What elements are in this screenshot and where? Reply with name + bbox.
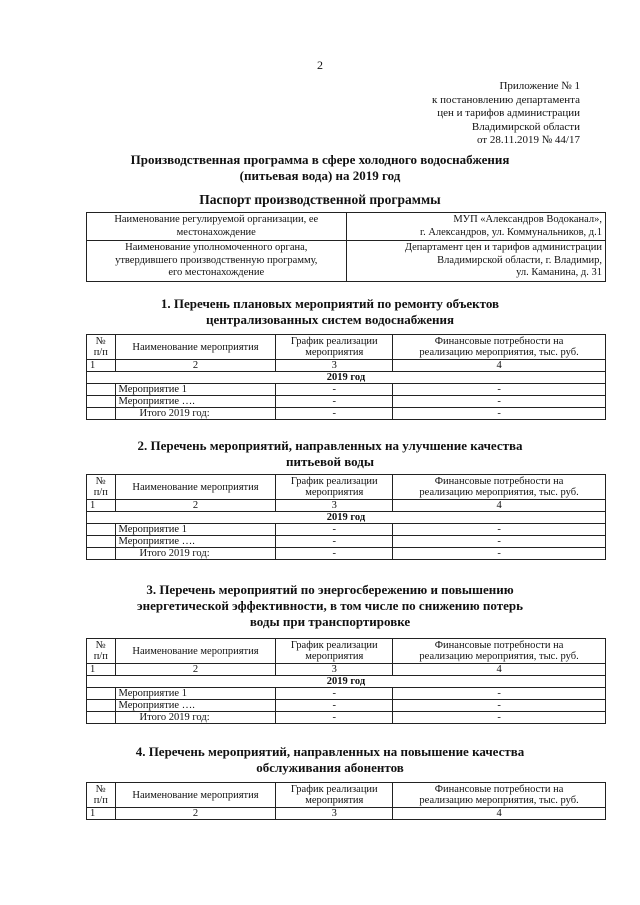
column-number: 3 bbox=[276, 664, 393, 676]
total-schedule: - bbox=[276, 408, 393, 420]
text-line: реализацию мероприятия, тыс. руб. bbox=[419, 487, 579, 498]
measure-finance: - bbox=[393, 524, 606, 536]
title-line: 1. Перечень плановых мероприятий по ремонту объектов bbox=[160, 296, 500, 311]
column-number-row bbox=[87, 360, 606, 372]
passport-heading: Паспорт производственной программы bbox=[199, 192, 441, 207]
text-line: мероприятия bbox=[305, 651, 364, 662]
column-header-schedule bbox=[276, 639, 393, 664]
section-1-table bbox=[86, 334, 606, 420]
row-number bbox=[87, 688, 116, 700]
total-label: Итого 2019 год: bbox=[115, 712, 276, 724]
measure-schedule: - bbox=[276, 396, 393, 408]
total-finance: - bbox=[393, 408, 606, 420]
year-row bbox=[87, 676, 606, 688]
column-header-schedule bbox=[276, 475, 393, 500]
column-number: 2 bbox=[115, 808, 276, 820]
measure-name: Мероприятие …. bbox=[115, 396, 276, 408]
table-row bbox=[87, 384, 606, 396]
column-number: 1 bbox=[87, 808, 116, 820]
table-row bbox=[87, 688, 606, 700]
row-number bbox=[87, 408, 116, 420]
measure-schedule: - bbox=[276, 688, 393, 700]
appendix-note bbox=[380, 80, 580, 148]
text-line: местонахождение bbox=[176, 226, 256, 238]
table-row bbox=[87, 396, 606, 408]
column-header-schedule bbox=[276, 783, 393, 808]
section-2-table bbox=[86, 474, 606, 560]
column-header-finance bbox=[393, 639, 606, 664]
appendix-line: Владимирской области bbox=[471, 120, 580, 133]
measure-finance: - bbox=[393, 396, 606, 408]
column-number: 2 bbox=[115, 360, 276, 372]
passport-table bbox=[86, 212, 606, 282]
text-line: № bbox=[95, 336, 106, 347]
row-number bbox=[87, 524, 116, 536]
appendix-line: Приложение № 1 bbox=[499, 80, 580, 92]
text-line: Финансовые потребности на bbox=[434, 476, 564, 487]
total-label: Итого 2019 год: bbox=[115, 548, 276, 560]
measure-schedule: - bbox=[276, 700, 393, 712]
passport-label bbox=[87, 241, 347, 282]
column-number-row bbox=[87, 808, 606, 820]
text-line: п/п bbox=[93, 347, 108, 358]
year-label: 2019 год bbox=[87, 512, 606, 524]
column-header-name: Наименование мероприятия bbox=[115, 639, 276, 664]
text-line: п/п bbox=[93, 795, 108, 806]
section-3-table bbox=[86, 638, 606, 724]
column-number: 4 bbox=[393, 360, 606, 372]
total-schedule: - bbox=[276, 712, 393, 724]
measure-name: Мероприятие …. bbox=[115, 700, 276, 712]
text-line: Наименование регулируемой организации, ее bbox=[114, 214, 319, 225]
text-line: его местонахождение bbox=[168, 267, 265, 278]
total-label: Итого 2019 год: bbox=[115, 408, 276, 420]
document-title bbox=[80, 152, 560, 184]
text-line: мероприятия bbox=[305, 487, 364, 498]
text-line: № bbox=[95, 640, 106, 651]
total-finance: - bbox=[393, 548, 606, 560]
table-header-row bbox=[87, 335, 606, 360]
column-number: 3 bbox=[276, 360, 393, 372]
title-line: обслуживания абонентов bbox=[256, 760, 404, 775]
table-header-row bbox=[87, 639, 606, 664]
text-line: № bbox=[95, 476, 106, 487]
column-header-schedule bbox=[276, 335, 393, 360]
section-3-title bbox=[90, 582, 570, 630]
text-line: мероприятия bbox=[305, 347, 364, 358]
text-line: Владимирской области, г. Владимир, bbox=[437, 254, 602, 266]
column-number-row bbox=[87, 664, 606, 676]
column-number: 3 bbox=[276, 500, 393, 512]
passport-row bbox=[87, 241, 606, 282]
title-line: энергетической эффективности, в том числе по снижению потерь bbox=[137, 598, 523, 613]
appendix-line: к постановлению департамента bbox=[432, 93, 580, 106]
title-line: Производственная программа в сфере холодного водоснабжения bbox=[130, 152, 510, 167]
measure-name: Мероприятие 1 bbox=[115, 384, 276, 396]
title-line: 4. Перечень мероприятий, направленных на повышение качества bbox=[135, 744, 525, 759]
text-line: Финансовые потребности на bbox=[434, 784, 564, 795]
section-4-table bbox=[86, 782, 606, 820]
passport-value bbox=[346, 213, 606, 241]
measure-schedule: - bbox=[276, 536, 393, 548]
text-line: ул. Каманина, д. 31 bbox=[516, 267, 602, 278]
year-label: 2019 год bbox=[87, 372, 606, 384]
year-row bbox=[87, 512, 606, 524]
text-line: г. Александров, ул. Коммунальников, д.1 bbox=[419, 226, 602, 238]
text-line: п/п bbox=[93, 487, 108, 498]
page-number: 2 bbox=[317, 58, 323, 72]
section-4-title bbox=[90, 744, 570, 776]
table-row bbox=[87, 700, 606, 712]
column-header-name: Наименование мероприятия bbox=[115, 335, 276, 360]
column-header-finance bbox=[393, 335, 606, 360]
row-number bbox=[87, 712, 116, 724]
section-2-title bbox=[90, 438, 570, 470]
measure-finance: - bbox=[393, 700, 606, 712]
appendix-line: цен и тарифов администрации bbox=[437, 107, 580, 119]
column-header-finance bbox=[393, 783, 606, 808]
year-row bbox=[87, 372, 606, 384]
row-number bbox=[87, 384, 116, 396]
text-line: График реализации bbox=[290, 476, 378, 487]
row-number bbox=[87, 536, 116, 548]
table-header-row bbox=[87, 783, 606, 808]
text-line: реализацию мероприятия, тыс. руб. bbox=[419, 347, 579, 358]
column-header-finance bbox=[393, 475, 606, 500]
measure-finance: - bbox=[393, 688, 606, 700]
text-line: Наименование уполномоченного органа, bbox=[125, 242, 308, 253]
row-number bbox=[87, 700, 116, 712]
title-line: (питьевая вода) на 2019 год bbox=[239, 168, 401, 183]
title-line: централизованных систем водоснабжения bbox=[205, 312, 455, 327]
column-number: 4 bbox=[393, 808, 606, 820]
measure-name: Мероприятие 1 bbox=[115, 524, 276, 536]
measure-finance: - bbox=[393, 536, 606, 548]
text-line: п/п bbox=[93, 651, 108, 662]
title-line: 3. Перечень мероприятий по энергосбережению и повышению bbox=[146, 582, 514, 597]
column-header-name: Наименование мероприятия bbox=[115, 475, 276, 500]
year-label: 2019 год bbox=[87, 676, 606, 688]
title-line: воды при транспортировке bbox=[249, 614, 411, 629]
text-line: Финансовые потребности на bbox=[434, 336, 564, 347]
passport-label bbox=[87, 213, 347, 241]
column-number: 4 bbox=[393, 664, 606, 676]
table-row bbox=[87, 524, 606, 536]
section-1-title bbox=[90, 296, 570, 328]
measure-schedule: - bbox=[276, 384, 393, 396]
total-schedule: - bbox=[276, 548, 393, 560]
column-header-number bbox=[87, 639, 116, 664]
column-number: 1 bbox=[87, 360, 116, 372]
row-number bbox=[87, 396, 116, 408]
appendix-line: от 28.11.2019 № 44/17 bbox=[476, 134, 580, 146]
column-number-row bbox=[87, 500, 606, 512]
measure-name: Мероприятие 1 bbox=[115, 688, 276, 700]
column-number: 1 bbox=[87, 500, 116, 512]
column-number: 1 bbox=[87, 664, 116, 676]
text-line: МУП «Александров Водоканал», bbox=[453, 214, 602, 225]
column-header-number bbox=[87, 335, 116, 360]
total-finance: - bbox=[393, 712, 606, 724]
column-header-name: Наименование мероприятия bbox=[115, 783, 276, 808]
text-line: утвердившего производственную программу, bbox=[115, 254, 318, 266]
column-header-number bbox=[87, 475, 116, 500]
row-number bbox=[87, 548, 116, 560]
measure-finance: - bbox=[393, 384, 606, 396]
text-line: График реализации bbox=[290, 336, 378, 347]
column-number: 3 bbox=[276, 808, 393, 820]
text-line: реализацию мероприятия, тыс. руб. bbox=[419, 795, 579, 806]
table-header-row bbox=[87, 475, 606, 500]
column-header-number bbox=[87, 783, 116, 808]
text-line: № bbox=[95, 784, 106, 795]
text-line: мероприятия bbox=[305, 795, 364, 806]
measure-schedule: - bbox=[276, 524, 393, 536]
passport-value bbox=[346, 241, 606, 282]
text-line: Финансовые потребности на bbox=[434, 640, 564, 651]
passport-row bbox=[87, 213, 606, 241]
total-row bbox=[87, 712, 606, 724]
title-line: 2. Перечень мероприятий, направленных на улучшение качества bbox=[137, 438, 523, 453]
title-line: питьевой воды bbox=[286, 454, 374, 469]
measure-name: Мероприятие …. bbox=[115, 536, 276, 548]
text-line: Департамент цен и тарифов администрации bbox=[404, 242, 602, 253]
text-line: График реализации bbox=[290, 640, 378, 651]
column-number: 2 bbox=[115, 664, 276, 676]
text-line: График реализации bbox=[290, 784, 378, 795]
column-number: 2 bbox=[115, 500, 276, 512]
total-row bbox=[87, 548, 606, 560]
column-number: 4 bbox=[393, 500, 606, 512]
table-row bbox=[87, 536, 606, 548]
text-line: реализацию мероприятия, тыс. руб. bbox=[419, 651, 579, 662]
total-row bbox=[87, 408, 606, 420]
